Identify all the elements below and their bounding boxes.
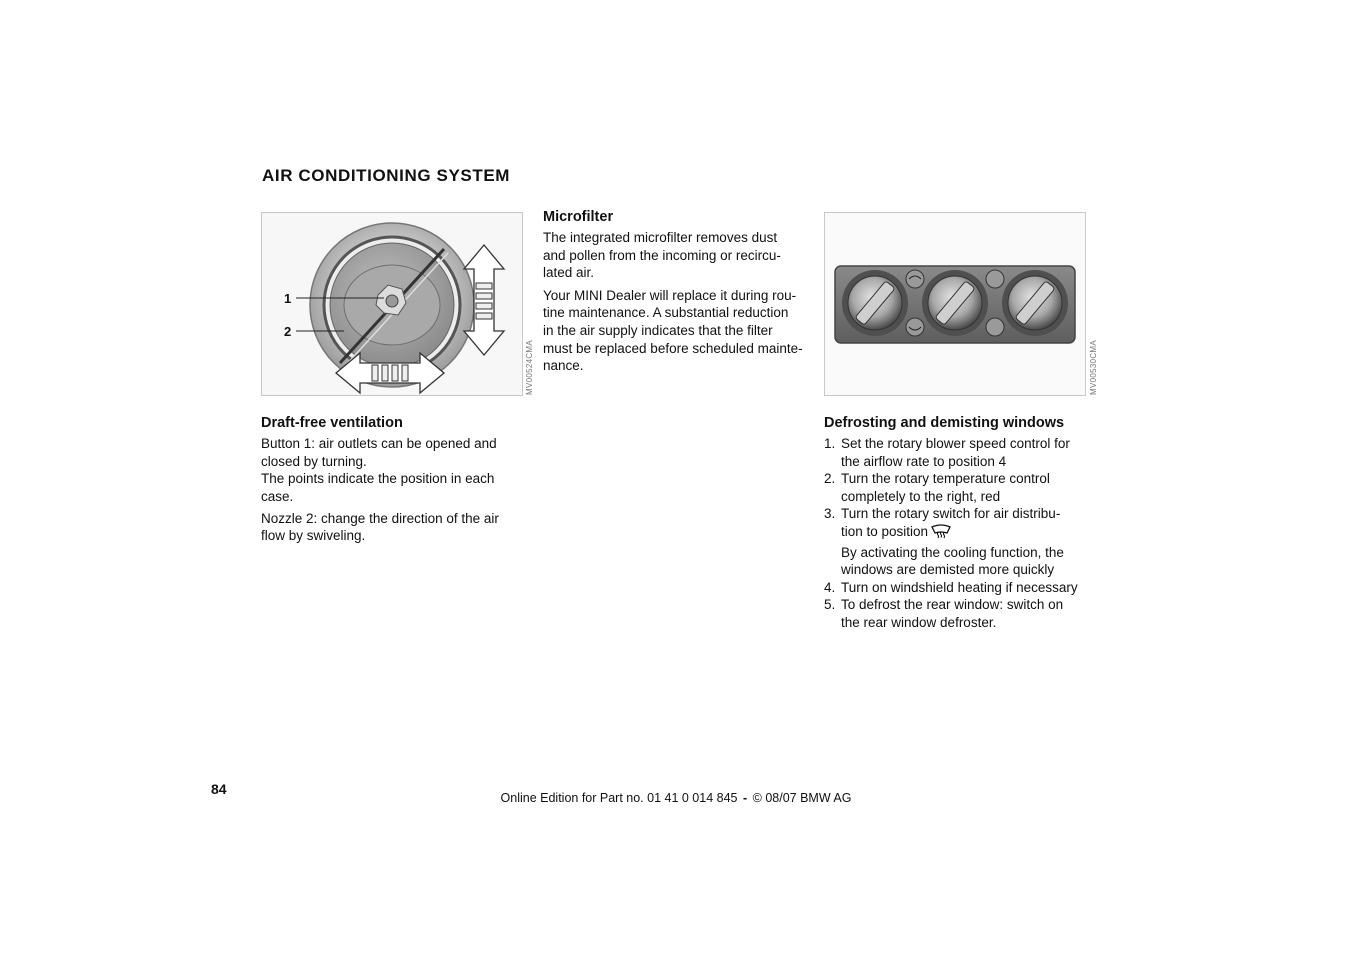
- figure-left-code: MV00524CMA: [525, 339, 534, 395]
- draft-free-text-1: [261, 435, 521, 505]
- callout-1: 1: [284, 291, 292, 306]
- line: and pollen from the incoming or recircu-: [543, 247, 781, 263]
- line: flow by swiveling.: [261, 528, 366, 544]
- windshield-defrost-icon: [931, 523, 951, 544]
- air-vent-figure: [261, 212, 523, 396]
- list-item: [824, 596, 1104, 631]
- line: closed by turning.: [261, 453, 367, 469]
- callout-2: 2: [284, 324, 292, 339]
- line: Set the rotary blower speed control for: [841, 436, 1070, 451]
- line: completely to the right, red: [841, 488, 1001, 504]
- footer: [0, 791, 1350, 805]
- step-number: 5.: [824, 597, 836, 613]
- line: By activating the cooling function, the: [841, 544, 1064, 560]
- line: windows are demisted more quickly: [841, 562, 1055, 578]
- step-number: 4.: [824, 579, 836, 595]
- control-panel-figure: [824, 212, 1086, 396]
- line: tine maintenance. A substantial reduction: [543, 305, 789, 321]
- line: Turn on windshield heating if necessary: [841, 579, 1078, 595]
- list-item: [824, 505, 1104, 578]
- line: Your MINI Dealer will replace it during rou-: [543, 287, 797, 303]
- microfilter-heading: Microfilter: [543, 209, 614, 225]
- page-number: 84: [211, 781, 227, 797]
- defrost-section: [824, 413, 1104, 632]
- air-vent-illustration: [262, 213, 522, 395]
- line: the rear window defroster.: [841, 614, 997, 630]
- figure-right-code: MV00530CMA: [1089, 339, 1098, 395]
- control-panel-illustration: [825, 213, 1085, 395]
- list-item: [824, 470, 1104, 505]
- line: The integrated microfilter removes dust: [543, 230, 778, 245]
- line: nance.: [543, 358, 584, 374]
- microfilter-section: [543, 207, 818, 375]
- defrost-heading: Defrosting and demisting windows: [824, 415, 1065, 431]
- step-number: 2.: [824, 471, 836, 487]
- step-number: 3.: [824, 506, 836, 522]
- draft-free-text-2: [261, 510, 521, 545]
- list-item: [824, 435, 1104, 470]
- line: the airflow rate to position 4: [841, 453, 1007, 469]
- step-number: 1.: [824, 436, 836, 451]
- line: The points indicate the position in each: [261, 471, 495, 487]
- footer-copyright: © 08/07 BMW AG: [752, 791, 852, 805]
- draft-free-heading: Draft-free ventilation: [261, 415, 403, 431]
- footer-separator: -: [742, 791, 748, 805]
- defrost-steps: [824, 435, 1104, 632]
- footer-text: Online Edition for Part no. 01 41 0 014 845: [500, 791, 738, 805]
- draft-free-section: [261, 413, 521, 545]
- line: To defrost the rear window: switch on: [841, 597, 1064, 613]
- line: tion to position: [841, 523, 929, 539]
- line: Button 1: air outlets can be opened and: [261, 436, 497, 451]
- microfilter-text-1: [543, 229, 818, 282]
- list-item: [824, 579, 1104, 597]
- line: Nozzle 2: change the direction of the air: [261, 510, 499, 526]
- line: must be replaced before scheduled mainte-: [543, 340, 803, 356]
- microfilter-text-2: [543, 287, 818, 375]
- line: Turn the rotary switch for air distribu-: [841, 506, 1061, 522]
- line: Turn the rotary temperature control: [841, 471, 1050, 487]
- line: case.: [261, 488, 294, 504]
- line: lated air.: [543, 265, 595, 281]
- line: in the air supply indicates that the filter: [543, 322, 773, 338]
- section-title: AIR CONDITIONING SYSTEM: [262, 166, 511, 185]
